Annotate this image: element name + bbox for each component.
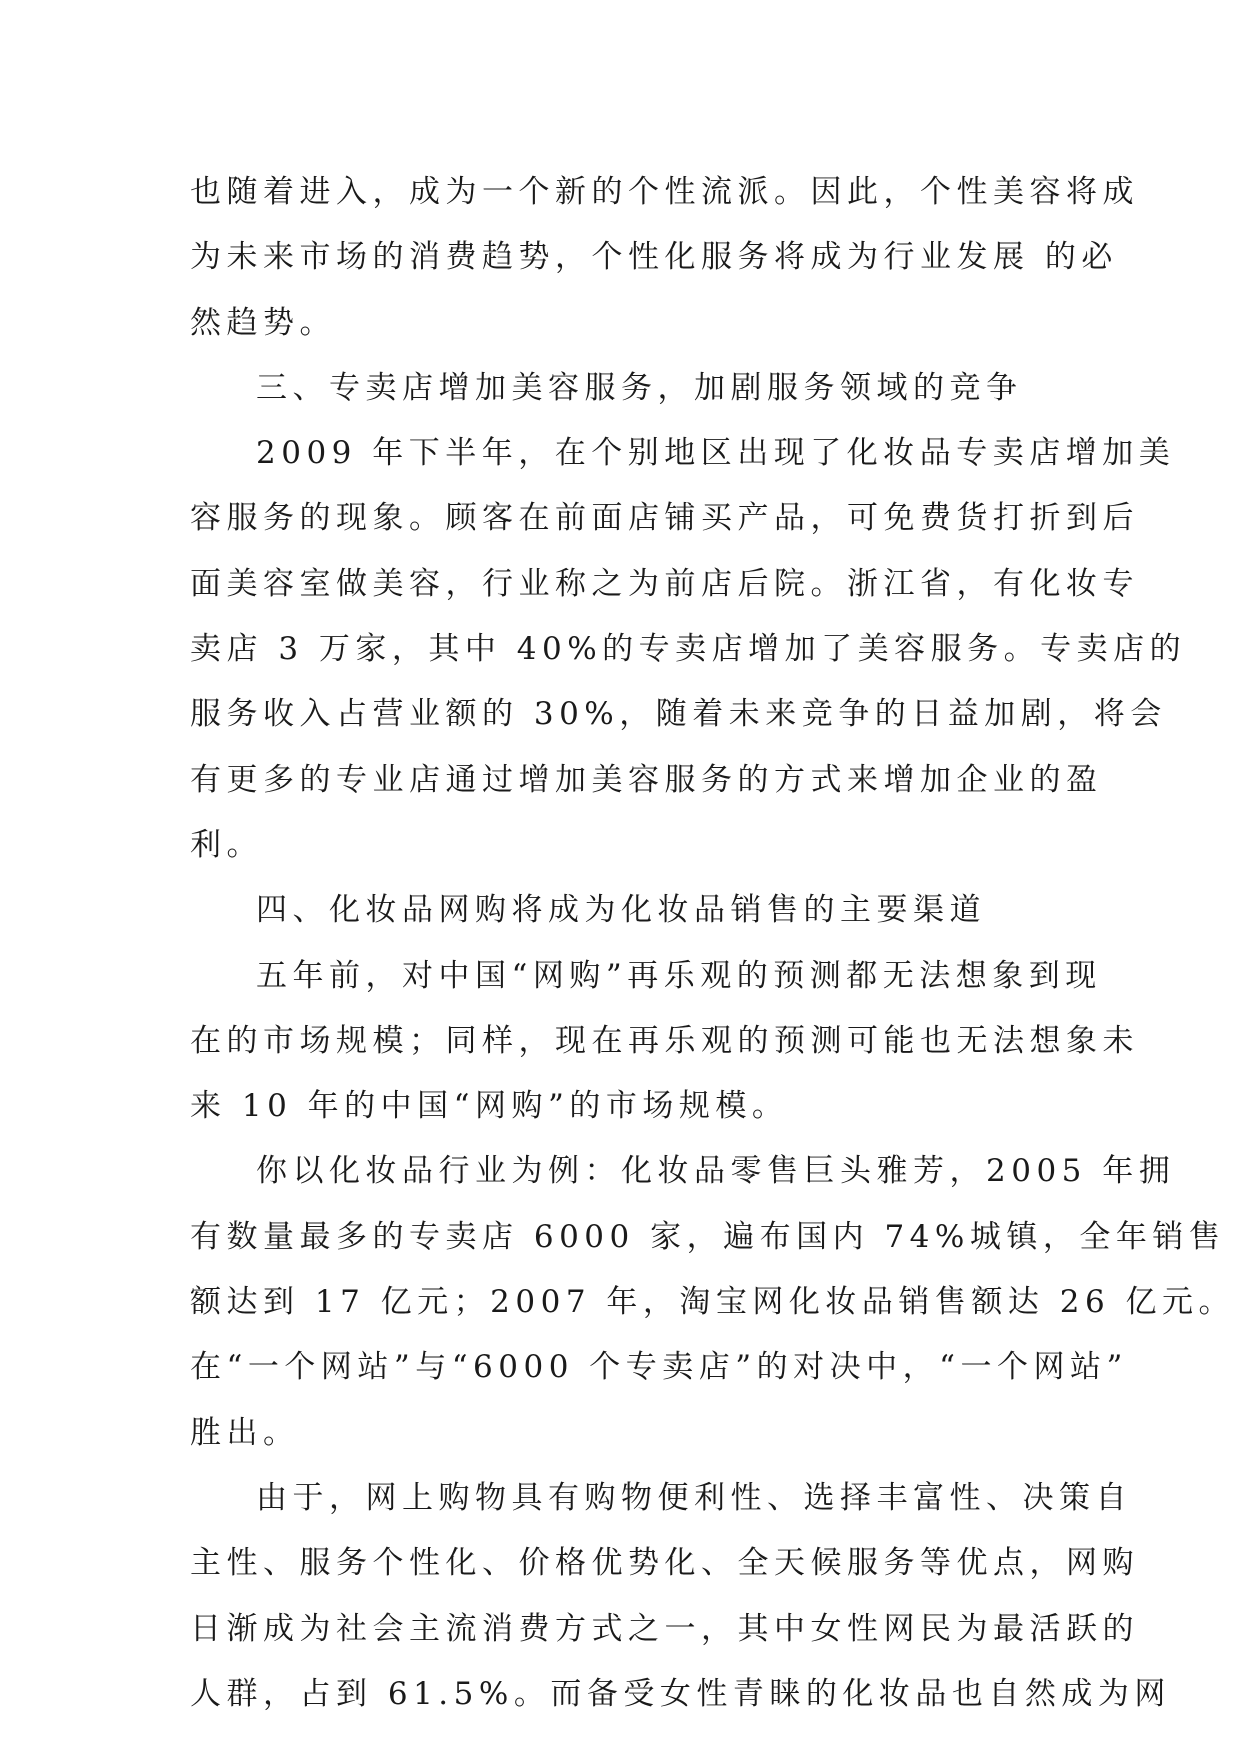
- text-line: 来 10 年的中国“网购”的市场规模。: [190, 1088, 789, 1125]
- text-line: 主性、服务个性化、价格优势化、全天候服务等优点，网购: [190, 1545, 1139, 1582]
- section-heading-3: 三、专卖店增加美容服务，加剧服务领域的竞争: [256, 369, 1023, 406]
- text-line: 面美容室做美容，行业称之为前店后院。浙江省，有化妆专: [190, 565, 1139, 602]
- text-line: 有数量最多的专卖店 6000 家，遍布国内 74%城镇，全年销售: [190, 1218, 1226, 1255]
- text-line: 有更多的专业店通过增加美容服务的方式来增加企业的盈: [190, 761, 1103, 798]
- text-line: 在“一个网站”与“6000 个专卖店”的对决中，“一个网站”: [190, 1349, 1128, 1386]
- text-line: 额达到 17 亿元；2007 年，淘宝网化妆品销售额达 26 亿元。: [190, 1284, 1236, 1321]
- section-heading-4: 四、化妆品网购将成为化妆品销售的主要渠道: [256, 892, 986, 929]
- text-line: 卖店 3 万家，其中 40%的专卖店增加了美容服务。专卖店的: [190, 631, 1187, 668]
- paragraph-start: 你以化妆品行业为例：化妆品零售巨头雅芳，2005 年拥: [256, 1153, 1176, 1190]
- text-line: 服务收入占营业额的 30%，随着未来竞争的日益加剧，将会: [190, 696, 1167, 733]
- text-line: 日渐成为社会主流消费方式之一，其中女性网民为最活跃的: [190, 1610, 1139, 1647]
- text-line: 在的市场规模；同样，现在再乐观的预测可能也无法想象未: [190, 1022, 1139, 1059]
- paragraph-start: 五年前，对中国“网购”再乐观的预测都无法想象到现: [256, 957, 1102, 994]
- paragraph-start: 2009 年下半年，在个别地区出现了化妆品专卖店增加美: [256, 435, 1176, 472]
- text-line: 然趋势。: [190, 304, 336, 341]
- text-line: 为未来市场的消费趋势，个性化服务将成为行业发展 的必: [190, 239, 1118, 276]
- text-line: 胜出。: [190, 1414, 300, 1451]
- document-body: [190, 160, 1236, 1727]
- text-line: 人群，占到 61.5%。而备受女性青睐的化妆品也自然成为网: [190, 1675, 1171, 1712]
- text-line: 容服务的现象。顾客在前面店铺买产品，可免费货打折到后: [190, 500, 1139, 537]
- paragraph-start: 由于，网上购物具有购物便利性、选择丰富性、决策自: [256, 1479, 1132, 1516]
- text-line: 也随着进入，成为一个新的个性流派。因此，个性美容将成: [190, 174, 1139, 210]
- text-line: 利。: [190, 826, 263, 863]
